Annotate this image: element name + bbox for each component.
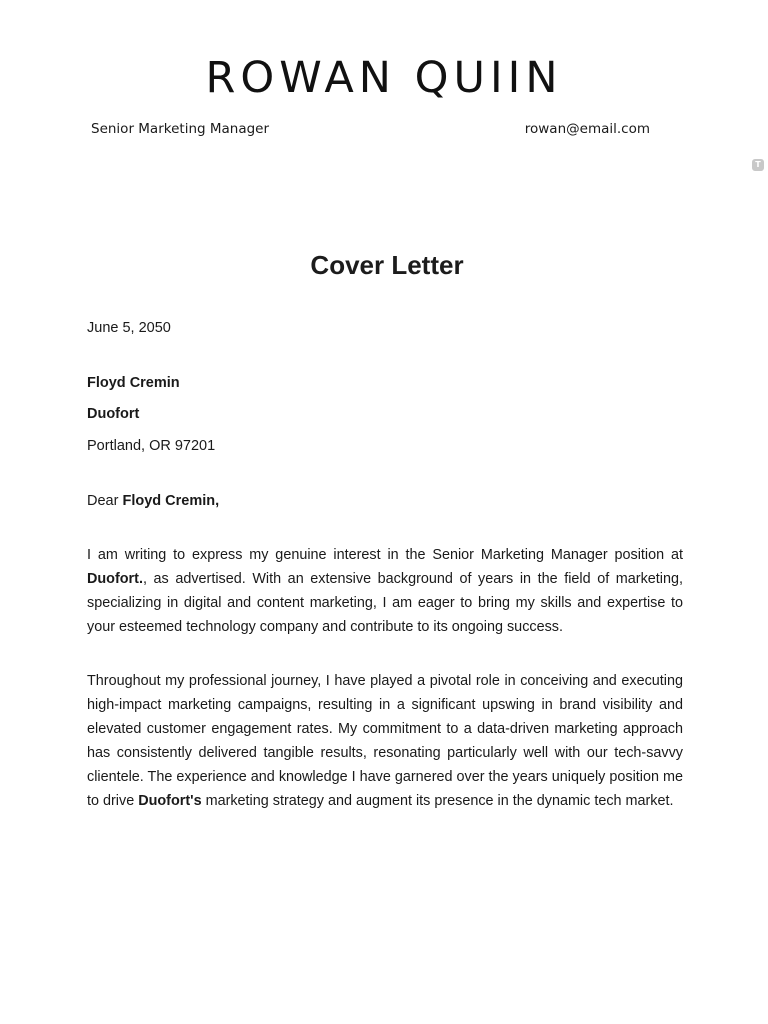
paragraph-1-text-start: I am writing to express my genuine interest in the Senior Marketing Manager position at bbox=[87, 547, 683, 563]
recipient-company: Duofort bbox=[87, 406, 140, 422]
applicant-name: ROWAN QUIIN bbox=[205, 53, 563, 103]
recipient-name: Floyd Cremin bbox=[87, 375, 180, 391]
body-paragraph-2 bbox=[87, 669, 683, 813]
salutation-name: Floyd Cremin, bbox=[122, 493, 220, 509]
email-address: rowan@email.com bbox=[524, 121, 650, 137]
paragraph-2-text-start: Throughout my professional journey, I have played a pivotal role in conceiving and executing high-impact marketing campaigns, resulting in a significant upswing in brand visibility and elevated customer engagement rates. My commitment to a data-driven marketing approach has consistently delivered tangible results, resonating particularly well with our tech-savvy clientele. The experience and knowledge I have garnered over the years uniquely position me to drive bbox=[87, 673, 683, 809]
job-title: Senior Marketing Manager bbox=[91, 121, 270, 137]
paragraph-1-text-end: , as advertised. With an extensive background of years in the field of marketing, specializing in digital and content marketing, I am eager to bring my skills and expertise to your esteemed technology company and contribute to its ongoing success. bbox=[87, 571, 683, 635]
text-tool-icon[interactable]: T bbox=[752, 159, 764, 171]
salutation bbox=[87, 491, 219, 511]
body-paragraph-1 bbox=[87, 543, 683, 639]
paragraph-1-company: Duofort. bbox=[87, 571, 143, 587]
salutation-prefix: Dear bbox=[87, 493, 123, 509]
paragraph-2-text-end: marketing strategy and augment its presence in the dynamic tech market. bbox=[201, 793, 674, 809]
recipient-address: Portland, OR 97201 bbox=[87, 438, 216, 454]
letter-date: June 5, 2050 bbox=[87, 320, 171, 336]
paragraph-2-company: Duofort's bbox=[138, 793, 202, 809]
document-title: Cover Letter bbox=[310, 250, 464, 280]
